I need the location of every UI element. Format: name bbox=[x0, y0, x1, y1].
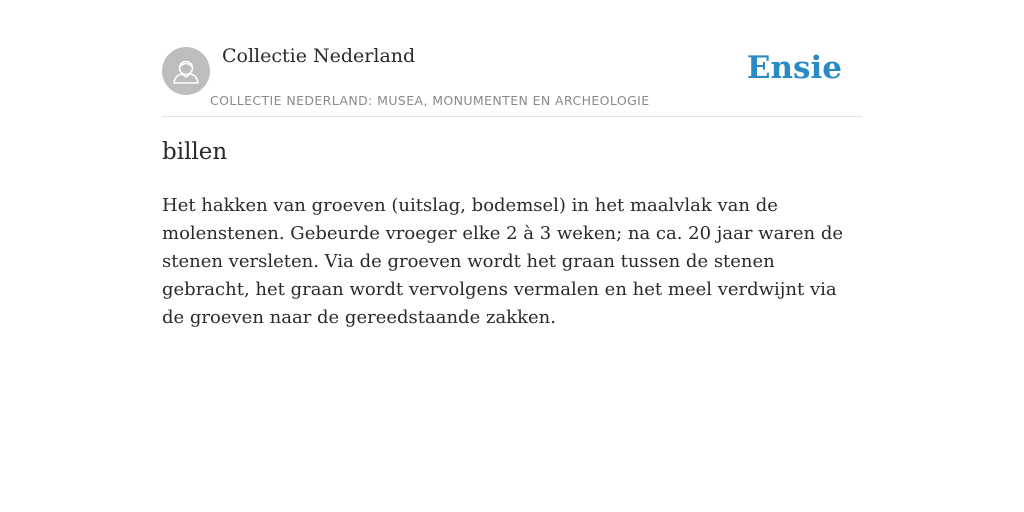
user-silhouette-icon bbox=[162, 47, 210, 95]
entry-definition: Het hakken van groeven (uitslag, bodemsel) in het maalvlak van de molenstenen. Gebeurde vroeger elke 2 à 3 weken; na ca. 20 jaar waren de stenen versleten. Via de groeven wordt het graan tussen de stenen gebracht, het graan wordt vervolgens vermalen en het meel verdwijnt via de groeven naar de gereedstaande zakken. bbox=[162, 195, 844, 328]
author-subtitle: COLLECTIE NEDERLAND: MUSEA, MONUMENTEN EN ARCHEOLOGIE bbox=[210, 93, 650, 108]
page-container bbox=[162, 0, 862, 512]
entry-term: billen bbox=[162, 139, 228, 165]
author-name-link[interactable]: Collectie Nederland bbox=[222, 45, 416, 67]
ensie-logo-link[interactable]: Ensie bbox=[746, 50, 842, 86]
author-avatar[interactable] bbox=[162, 47, 210, 95]
header bbox=[162, 0, 862, 117]
